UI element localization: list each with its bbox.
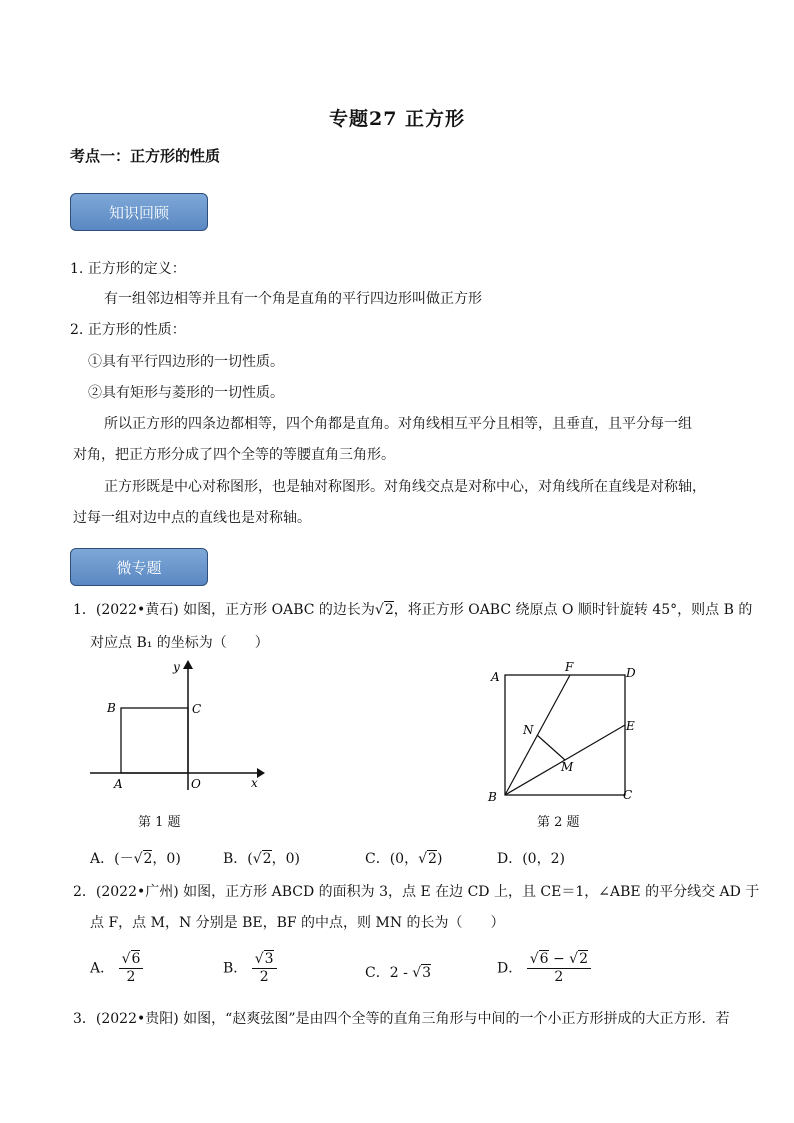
figure-1-caption: 第 1 题 bbox=[138, 815, 181, 830]
q2-option-d: D． $\frac{√6 - √2}{2}$ bbox=[497, 951, 591, 986]
review-line-3: 2. 正方形的性质： bbox=[70, 322, 186, 338]
q2-line-2: 点 F，点 M，N 分别是 BE，BF 的中点，则 MN 的长为（ ） bbox=[90, 915, 505, 931]
q1-option-d: D．(0，2) bbox=[497, 851, 565, 867]
label-F: F bbox=[565, 660, 574, 674]
label-M: M bbox=[561, 760, 574, 774]
q2-option-c: C．2 - √3 bbox=[365, 965, 432, 981]
label-B: B bbox=[488, 790, 497, 804]
review-line-4: ①具有平行四边形的一切性质。 bbox=[88, 354, 284, 370]
label-A: A bbox=[114, 777, 123, 791]
label-C: C bbox=[192, 702, 202, 716]
badge-knowledge-review: 知识回顾 bbox=[70, 193, 208, 231]
label-E: E bbox=[626, 719, 635, 733]
review-line-1: 1. 正方形的定义： bbox=[70, 261, 186, 277]
q3-line-1: 3．(2022•贵阳) 如图，“赵爽弦图”是由四个全等的直角三角形与中间的一个小正方形拼成的大正方形．若 bbox=[73, 1011, 730, 1027]
review-line-8: 正方形既是中心对称图形，也是轴对称图形。对角线交点是对称中心，对角线所在直线是对称轴， bbox=[104, 479, 706, 495]
page-title: 专题27 正方形 bbox=[328, 108, 466, 130]
q1-line-2: 对应点 B₁ 的坐标为（ ） bbox=[90, 635, 269, 651]
label-x: x bbox=[251, 776, 258, 790]
review-line-7: 对角，把正方形分成了四个全等的等腰直角三角形。 bbox=[73, 447, 395, 463]
label-O: O bbox=[191, 777, 201, 791]
x-axis-arrow bbox=[257, 768, 265, 778]
q2-option-a: A． $\frac{√6}{2}$ bbox=[90, 951, 143, 986]
label-B: B bbox=[107, 701, 116, 715]
square-oabc bbox=[121, 708, 188, 773]
figure-1 bbox=[85, 655, 270, 795]
label-D: D bbox=[626, 666, 636, 680]
section-heading: 考点一：正方形的性质 bbox=[70, 147, 221, 165]
figure-2-caption: 第 2 题 bbox=[537, 815, 580, 830]
badge-micro-topic: 微专题 bbox=[70, 548, 208, 586]
q1-option-b: B．(√2，0) bbox=[223, 851, 300, 867]
segment-mn bbox=[537, 735, 565, 760]
figure-2 bbox=[480, 655, 645, 810]
y-axis-arrow bbox=[183, 660, 193, 669]
q2-line-1: 2．(2022•广州) 如图，正方形 ABCD 的面积为 3，点 E 在边 CD 上，且 CE＝1，∠ABE 的平分线交 AD 于 bbox=[73, 884, 760, 900]
review-line-2: 有一组邻边相等并且有一个角是直角的平行四边形叫做正方形 bbox=[104, 291, 482, 307]
q1-line-1: 1．(2022•黄石) 如图，正方形 OABC 的边长为√2，将正方形 OABC 绕原点 O 顺时针旋转 45°，则点 B 的 bbox=[73, 602, 753, 618]
label-A: A bbox=[491, 670, 500, 684]
q1-option-a: A．(－√2，0) bbox=[90, 851, 181, 867]
review-line-9: 过每一组对边中点的直线也是对称轴。 bbox=[73, 510, 311, 526]
label-N: N bbox=[523, 723, 534, 737]
q1-option-c: C．(0，√2) bbox=[365, 851, 443, 867]
review-line-5: ②具有矩形与菱形的一切性质。 bbox=[88, 385, 284, 401]
q2-option-b: B． $\frac{√3}{2}$ bbox=[223, 951, 277, 986]
review-line-6: 所以正方形的四条边都相等，四个角都是直角。对角线相互平分且相等，且垂直，且平分每一组 bbox=[104, 416, 692, 432]
label-y: y bbox=[173, 660, 180, 674]
label-C: C bbox=[623, 788, 633, 802]
